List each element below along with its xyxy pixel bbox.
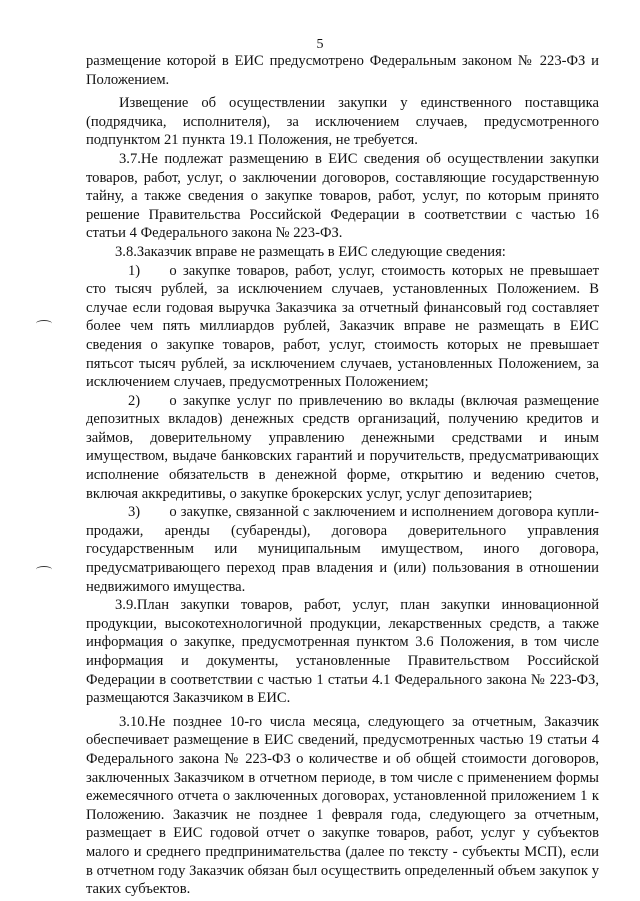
document-body (86, 52, 599, 899)
margin-mark (36, 566, 52, 573)
paragraph-3-7: 3.7.Не подлежат размещению в ЕИС сведения об осуществлении закупки товаров, работ, услуг, о заключении договоров, составляющие государственную тайну, а также сведения о закупке товаров, работ, услуг, по которым принято решение Правительства Российской Федерации в соответствии с частью 16 статьи 4 Федерального закона № 223-ФЗ. (86, 150, 599, 242)
list-item-3: 3) о закупке, связанной с заключением и исполнением договора купли-продажи, аренды (субаренды), договора доверительного управления государственным или муниципальным имуществом, иного договора, предусматривающего переход прав владения и (или) пользования в отношении недвижимого имущества. (86, 504, 599, 595)
list-item-1: 1) о закупке товаров, работ, услуг, стоимость которых не превышает сто тысяч рублей, за исключением случаев, установленных Положением. В случае если годовая выручка Заказчика за отчетный финансовый год составляет более чем пять миллиардов рублей, Заказчик вправе не размещать в ЕИС сведения о закупке товаров, работ, услуг, стоимость которых не превышает пятьсот тысяч рублей, за исключением случаев, установленных Положением, за исключением случаев, предусмотренных Положением; (86, 262, 599, 391)
paragraph-notice: Извещение об осуществлении закупки у единственного поставщика (подрядчика, исполнителя), за исключением случаев, предусмотренного подпунктом 21 пункта 19.1 Положения, не требуется. (86, 95, 599, 149)
paragraph-continuation: размещение которой в ЕИС предусмотрено Федеральным законом № 223-ФЗ и Положением. (86, 53, 599, 88)
paragraph-3-10: 3.10.Не позднее 10-го числа месяца, следующего за отчетным, Заказчик обеспечивает размещение в ЕИС сведений, предусмотренных частью 19 статьи 4 Федерального закона № 223-ФЗ о количестве и об общей стоимости договоров, заключенных Заказчиком в отчетном периоде, в том числе с применением формы ежемесячного отчета о заключенных договорах, установленной приложением 1 к Положению. Заказчик не позднее 1 февраля года, следующего за отчетным, размещает в ЕИС годовой отчет о закупке товаров, работ, услуг у субъектов малого и среднего предпринимательства (далее по тексту - субъекты МСП), если в отчетном году Заказчик обязан был осуществить определенный объем закупок у таких субъектов. (86, 713, 599, 898)
margin-mark (36, 320, 52, 327)
paragraph-3-8: 3.8.Заказчик вправе не размещать в ЕИС следующие сведения: (115, 243, 506, 260)
list-item-2: 2) о закупке услуг по привлечению во вклады (включая размещение депозитных вкладов) денежных средств организаций, получению кредитов и займов, доверительному управлению денежными средствами и иным имуществом, выдаче банковских гарантий и поручительств, предусматривающих исполнение обязательств в денежной форме, открытию и ведению счетов, включая аккредитивы, о закупке брокерских услуг, услуг депозитариев; (86, 392, 599, 502)
paragraph-3-9: 3.9.План закупки товаров, работ, услуг, план закупки инновационной продукции, высокотехнологичной продукции, лекарственных средств, а также информация о закупке, предусмотренная пунктом 3.6 Положения, в том числе информация и документы, установленные Правительством Российской Федерации в соответствии с частью 1 статьи 4.1 Федерального закона № 223-ФЗ, размещаются Заказчиком в ЕИС. (86, 597, 599, 707)
page-number: 5 (316, 37, 324, 52)
